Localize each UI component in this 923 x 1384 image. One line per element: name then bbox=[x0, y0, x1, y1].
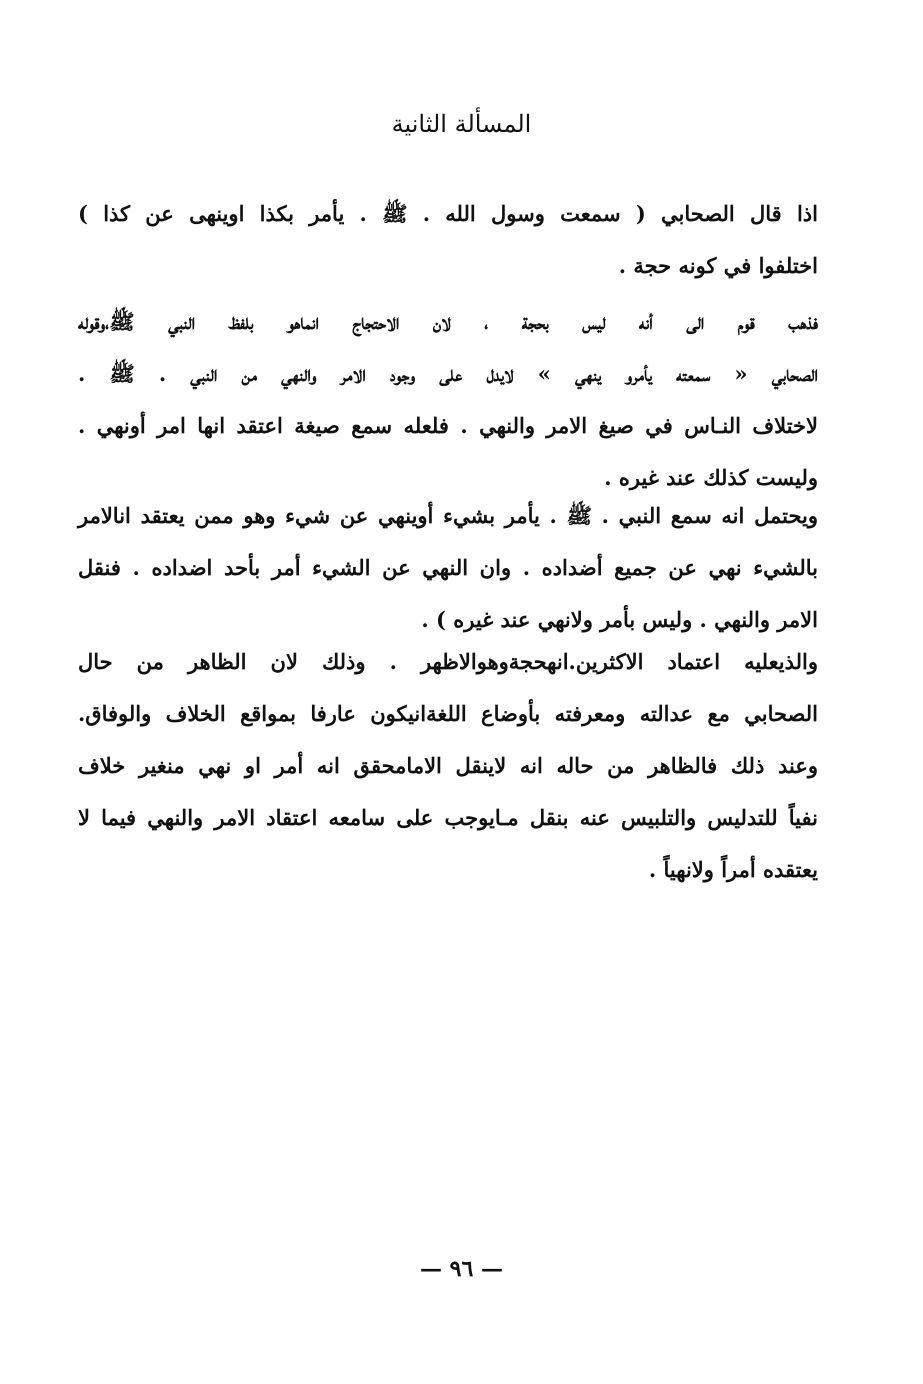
paragraph-line: وليست كذلك عند غيره . bbox=[604, 465, 818, 490]
paragraph-line: فذهب قوم الى أنه ليس بحجة ، لان الاحتجاج انماهو بلفظ النبي ﷺ،وقوله bbox=[78, 309, 818, 334]
page-title: المسألة الثانية bbox=[391, 110, 532, 138]
paragraph-line: لاختلاف النـاس في صيغ الامر والنهي . فلعله سمع صيغة اعتقد انها امر أونهي . bbox=[78, 413, 818, 438]
paragraph-line: الصحابي مع عدالته ومعرفته بأوضاع اللغةانيكون عارفا بمواقع الخلاف والوفاق. bbox=[78, 701, 818, 726]
paragraph-line: والذيعليه اعتماد الاكثرين.انهحجةوهوالاظهر . وذلك لان الظاهر من حال bbox=[78, 649, 818, 674]
paragraph-line: الامر والنهي . وليس بأمر ولانهي عند غيره ) . bbox=[421, 607, 818, 632]
paragraph-line: بالشيء نهي عن جميع أضداده . وان النهي عن الشيء أمر بأحد اضداده . فنقل bbox=[78, 555, 818, 580]
paragraph-4 bbox=[78, 636, 818, 896]
paragraph-line: اختلفوا في كونه حجة . bbox=[618, 253, 818, 278]
page-number: — ٩٦ — bbox=[420, 1256, 503, 1282]
paragraph-line: ويحتمل انه سمع النبي . ﷺ . يأمر بشيء أوينهي عن شيء وهو ممن يعتقد انالامر bbox=[78, 503, 818, 528]
paragraph-2 bbox=[78, 296, 818, 504]
paragraph-3 bbox=[78, 490, 818, 646]
paragraph-line: نفياً للتدليس والتلبيس عنه بنقل مـايوجب على سامعه اعتقاد الامر والنهي فيما لا bbox=[78, 805, 818, 830]
paragraph-line: وعند ذلك فالظاهر من حاله انه لاينقل الامامحقق انه أمر او نهي منغير خلاف bbox=[78, 753, 818, 778]
paragraph-line: الصحابي « سمعته يأمرو ينهي » لايدل على وجود الامر والنهي من النبي . ﷺ . bbox=[78, 361, 818, 386]
paragraph-line: اذا قال الصحابي ( سمعت وسول الله . ﷺ . يأمر بكذا اوينهى عن كذا ) bbox=[78, 201, 818, 226]
paragraph-line: يعتقده أمراً ولانهياً . bbox=[648, 857, 818, 882]
paragraph-1 bbox=[78, 188, 818, 292]
